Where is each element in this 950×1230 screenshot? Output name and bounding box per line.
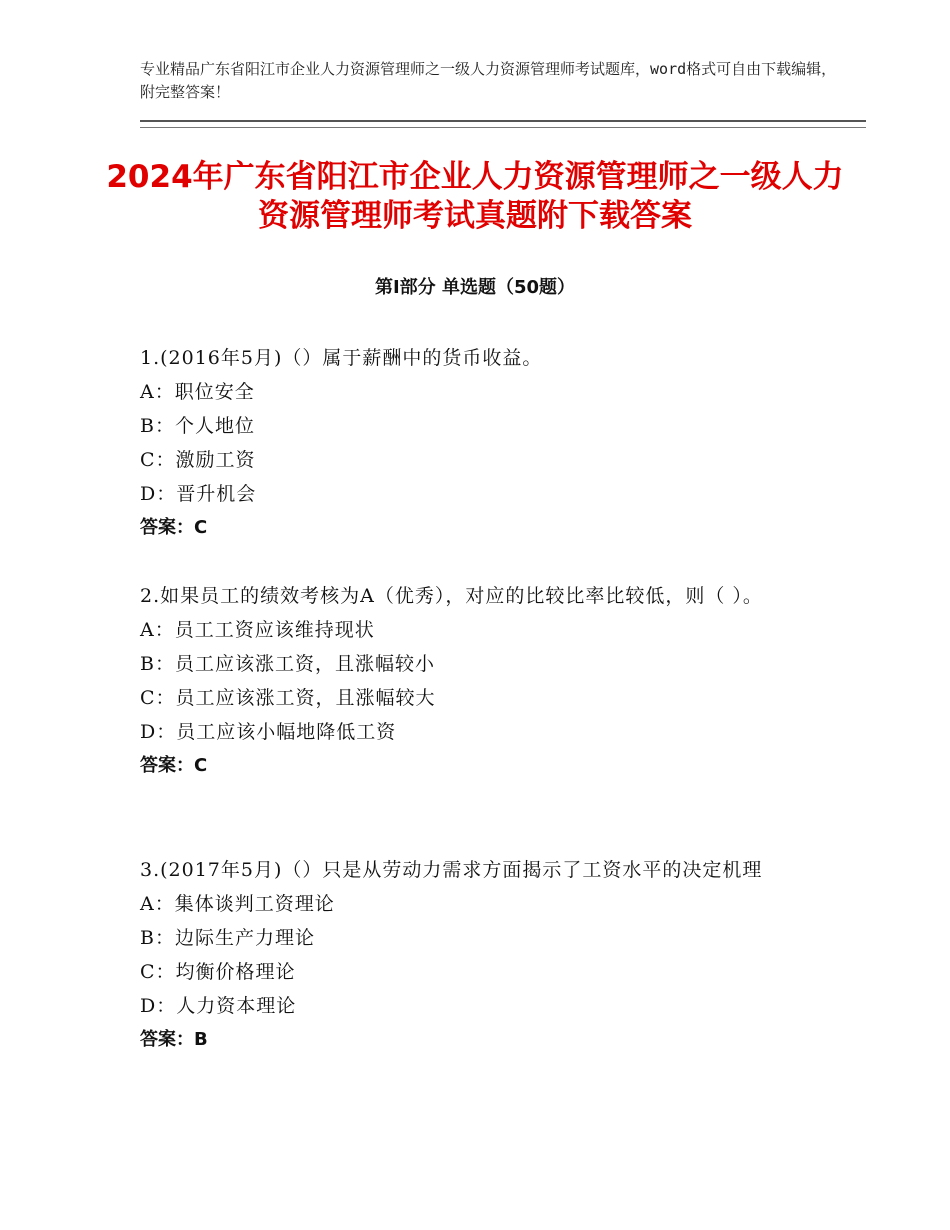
option-c: C：员工应该涨工资，且涨幅较大 bbox=[140, 687, 436, 709]
option-a: A：员工工资应该维持现状 bbox=[140, 619, 375, 641]
option-d: D：人力资本理论 bbox=[140, 995, 297, 1017]
answer: 答案：C bbox=[140, 517, 208, 538]
option-b: B：员工应该涨工资，且涨幅较小 bbox=[140, 653, 435, 675]
question-stem: 1.(2016年5月)（）属于薪酬中的货币收益。 bbox=[140, 347, 543, 369]
document-title: 2024年广东省阳江市企业人力资源管理师之一级人力资源管理师考试真题附下载答案 bbox=[106, 159, 844, 234]
question-1 bbox=[140, 341, 820, 545]
option-d: D：晋升机会 bbox=[140, 483, 257, 505]
option-d: D：员工应该小幅地降低工资 bbox=[140, 721, 397, 743]
question-stem: 2.如果员工的绩效考核为A（优秀），对应的比较比率比较低，则（ ）。 bbox=[140, 585, 763, 607]
answer: 答案：B bbox=[140, 1029, 208, 1050]
question-3 bbox=[140, 853, 820, 1057]
option-c: C：均衡价格理论 bbox=[140, 961, 296, 983]
option-b: B：个人地位 bbox=[140, 415, 255, 437]
header-note: 专业精品广东省阳江市企业人力资源管理师之一级人力资源管理师考试题库，word格式可自由下载编辑，附完整答案！ bbox=[140, 60, 837, 101]
section-title: 第Ⅰ部分 单选题（50题） bbox=[374, 277, 575, 298]
question-stem: 3.(2017年5月)（）只是从劳动力需求方面揭示了工资水平的决定机理 bbox=[140, 859, 763, 881]
answer: 答案：C bbox=[140, 755, 208, 776]
question-2 bbox=[140, 579, 820, 783]
header-divider bbox=[140, 120, 866, 128]
option-a: A：集体谈判工资理论 bbox=[140, 893, 335, 915]
option-b: B：边际生产力理论 bbox=[140, 927, 315, 949]
option-c: C：激励工资 bbox=[140, 449, 256, 471]
option-a: A：职位安全 bbox=[140, 381, 255, 403]
